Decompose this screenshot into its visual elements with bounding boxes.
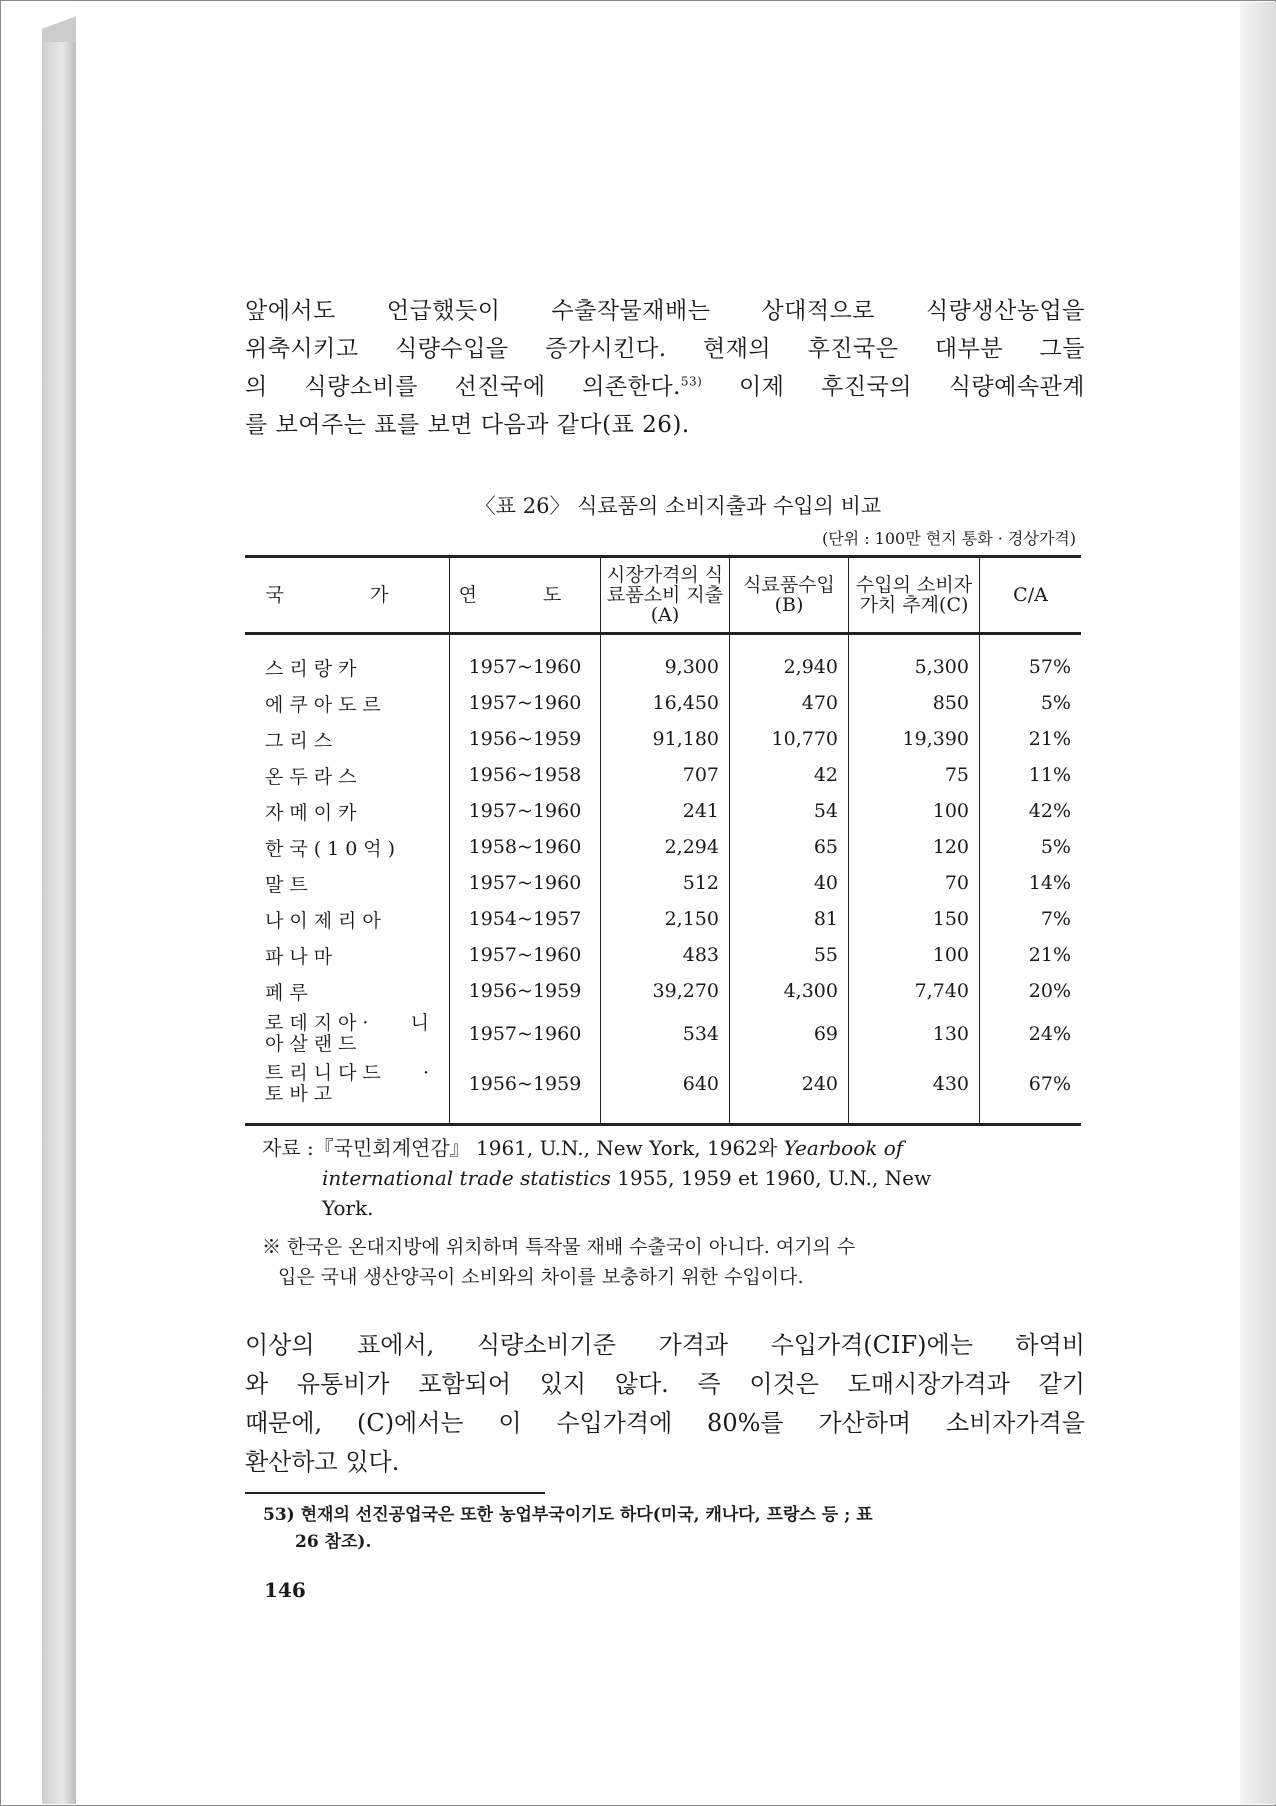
note-line: ※ 한국은 온대지방에 위치하며 특작물 재배 수출국이 아니다. 여기의 수 <box>262 1236 856 1258</box>
footnote-rule <box>245 1492 545 1494</box>
cell-year: 1957~1960 <box>450 793 601 829</box>
cell-country: 에쿠아도르 <box>265 693 387 716</box>
cell-country: 한국(10억) <box>265 837 402 860</box>
cell-country: 스리랑카 <box>265 657 363 680</box>
note-line: 입은 국내 생산양곡이 소비와의 차이를 보충하기 위한 수입이다. <box>278 1266 804 1288</box>
cell-country: 온두라스 <box>265 765 363 788</box>
cell-a: 39,270 <box>601 973 730 1009</box>
cell-a: 241 <box>601 793 730 829</box>
page-edge-shadow <box>1240 2 1276 1804</box>
paragraph-line: 와 유통비가 포함되어 있지 않다. 즉 이것은 도매시장가격과 같기 <box>245 1370 1085 1398</box>
cell-b: 2,940 <box>730 634 849 686</box>
cell-b: 54 <box>730 793 849 829</box>
cell-year: 1957~1960 <box>450 1009 601 1059</box>
cell-c: 100 <box>849 793 980 829</box>
table-unit: (단위 : 100만 현지 통화 · 경상가격) <box>821 529 1076 548</box>
cell-c: 130 <box>849 1009 980 1059</box>
cell-b: 65 <box>730 829 849 865</box>
cell-year: 1954~1957 <box>450 901 601 937</box>
data-table <box>245 555 1081 1126</box>
cell-b: 10,770 <box>730 721 849 757</box>
cell-a: 707 <box>601 757 730 793</box>
col-header-a: 시장가격의 식료품소비 지출(A) <box>601 557 730 634</box>
cell-ca: 57% <box>980 634 1082 686</box>
cell-c: 150 <box>849 901 980 937</box>
cell-ca: 7% <box>980 901 1082 937</box>
col-header-country: 국 가 <box>245 557 450 634</box>
cell-ca: 5% <box>980 685 1082 721</box>
paragraph-line: 를 보여주는 표를 보면 다음과 같다(표 26). <box>245 412 690 438</box>
paragraph-line: 앞에서도 언급했듯이 수출작물재배는 상대적으로 식량생산농업을 <box>245 298 1085 324</box>
cell-country: 로데지아· 니아살랜드 <box>265 1012 435 1055</box>
page-number: 146 <box>264 1578 306 1602</box>
cell-c: 850 <box>849 685 980 721</box>
cell-country: 트리니다드 ·토바고 <box>265 1062 435 1105</box>
table-row <box>245 634 1081 686</box>
col-header-ca: C/A <box>980 557 1082 634</box>
source-title: Yearbook of <box>783 1136 904 1160</box>
table-row <box>245 973 1081 1009</box>
cell-a: 640 <box>601 1059 730 1125</box>
cell-b: 40 <box>730 865 849 901</box>
table-row <box>245 901 1081 937</box>
table-row <box>245 793 1081 829</box>
table-note <box>262 1232 1084 1292</box>
cell-c: 120 <box>849 829 980 865</box>
table-row <box>245 721 1081 757</box>
table-row <box>245 1059 1081 1125</box>
cell-ca: 21% <box>980 721 1082 757</box>
cell-b: 42 <box>730 757 849 793</box>
table-source <box>262 1133 1084 1223</box>
paragraph-line <box>245 368 1085 401</box>
cell-a: 512 <box>601 865 730 901</box>
cell-ca: 21% <box>980 937 1082 973</box>
paragraph-text: 의 식량소비를 선진국에 의존한다. <box>245 374 681 400</box>
cell-a: 483 <box>601 937 730 973</box>
cell-c: 7,740 <box>849 973 980 1009</box>
col-header-year: 연 도 <box>450 557 601 634</box>
footnote-line: 53) 현재의 선진공업국은 또한 농업부국이기도 하다(미국, 캐나다, 프랑스 등 ; 표 <box>263 1505 873 1525</box>
cell-b: 470 <box>730 685 849 721</box>
table-caption: 〈표 26〉 식료품의 소비지출과 수입의 비교 <box>474 494 882 518</box>
footnote <box>263 1502 1085 1556</box>
cell-ca: 5% <box>980 829 1082 865</box>
table-row <box>245 1009 1081 1059</box>
cell-year: 1956~1959 <box>450 721 601 757</box>
cell-a: 91,180 <box>601 721 730 757</box>
cell-b: 4,300 <box>730 973 849 1009</box>
cell-country: 페루 <box>265 981 314 1004</box>
cell-a: 2,150 <box>601 901 730 937</box>
cell-year: 1956~1959 <box>450 1059 601 1125</box>
cell-year: 1957~1960 <box>450 937 601 973</box>
paragraph-line: 때문에, (C)에서는 이 수입가격에 80%를 가산하며 소비자가격을 <box>245 1409 1085 1437</box>
cell-country: 그리스 <box>265 729 339 752</box>
paragraph-line: 환산하고 있다. <box>245 1448 400 1476</box>
cell-ca: 24% <box>980 1009 1082 1059</box>
cell-c: 100 <box>849 937 980 973</box>
table-row <box>245 685 1081 721</box>
col-header-b: 식료품수입 (B) <box>730 557 849 634</box>
cell-ca: 11% <box>980 757 1082 793</box>
cell-year: 1956~1958 <box>450 757 601 793</box>
cell-c: 75 <box>849 757 980 793</box>
source-title: international trade statistics <box>322 1166 611 1190</box>
source-text: 1955, 1959 et 1960, U.N., New <box>617 1166 932 1190</box>
cell-b: 240 <box>730 1059 849 1125</box>
cell-ca: 42% <box>980 793 1082 829</box>
paragraph-line: 위축시키고 식량수입을 증가시킨다. 현재의 후진국은 대부분 그들 <box>245 336 1085 362</box>
cell-c: 19,390 <box>849 721 980 757</box>
table-row <box>245 937 1081 973</box>
table-row <box>245 829 1081 865</box>
cell-year: 1957~1960 <box>450 865 601 901</box>
cell-c: 430 <box>849 1059 980 1125</box>
cell-c: 70 <box>849 865 980 901</box>
spine-corner <box>42 2 76 42</box>
source-text: York. <box>322 1196 374 1220</box>
cell-country: 나이제리아 <box>265 909 387 932</box>
footnote-line: 26 참조). <box>295 1532 372 1552</box>
col-header-c: 수입의 소비자가치 추계(C) <box>849 557 980 634</box>
cell-ca: 14% <box>980 865 1082 901</box>
table-row <box>245 865 1081 901</box>
cell-year: 1957~1960 <box>450 634 601 686</box>
cell-a: 2,294 <box>601 829 730 865</box>
cell-ca: 67% <box>980 1059 1082 1125</box>
cell-c: 5,300 <box>849 634 980 686</box>
paragraph-text: 이제 후진국의 식량예속관계 <box>739 374 1085 400</box>
table-header-row <box>245 557 1081 634</box>
cell-country: 파나마 <box>265 945 339 968</box>
source-text: 자료 :『국민회계연감』 1961, U.N., New York, 1962와 <box>262 1136 778 1160</box>
cell-year: 1958~1960 <box>450 829 601 865</box>
cell-a: 9,300 <box>601 634 730 686</box>
table-row <box>245 757 1081 793</box>
cell-country: 자메이카 <box>265 801 363 824</box>
paragraph-line: 이상의 표에서, 식량소비기준 가격과 수입가격(CIF)에는 하역비 <box>245 1331 1085 1359</box>
cell-year: 1956~1959 <box>450 973 601 1009</box>
cell-b: 69 <box>730 1009 849 1059</box>
book-spine <box>42 2 76 1804</box>
cell-a: 534 <box>601 1009 730 1059</box>
cell-ca: 20% <box>980 973 1082 1009</box>
cell-b: 55 <box>730 937 849 973</box>
cell-year: 1957~1960 <box>450 685 601 721</box>
footnote-ref: 53) <box>680 374 703 389</box>
cell-a: 16,450 <box>601 685 730 721</box>
cell-country: 말트 <box>265 873 314 896</box>
cell-b: 81 <box>730 901 849 937</box>
